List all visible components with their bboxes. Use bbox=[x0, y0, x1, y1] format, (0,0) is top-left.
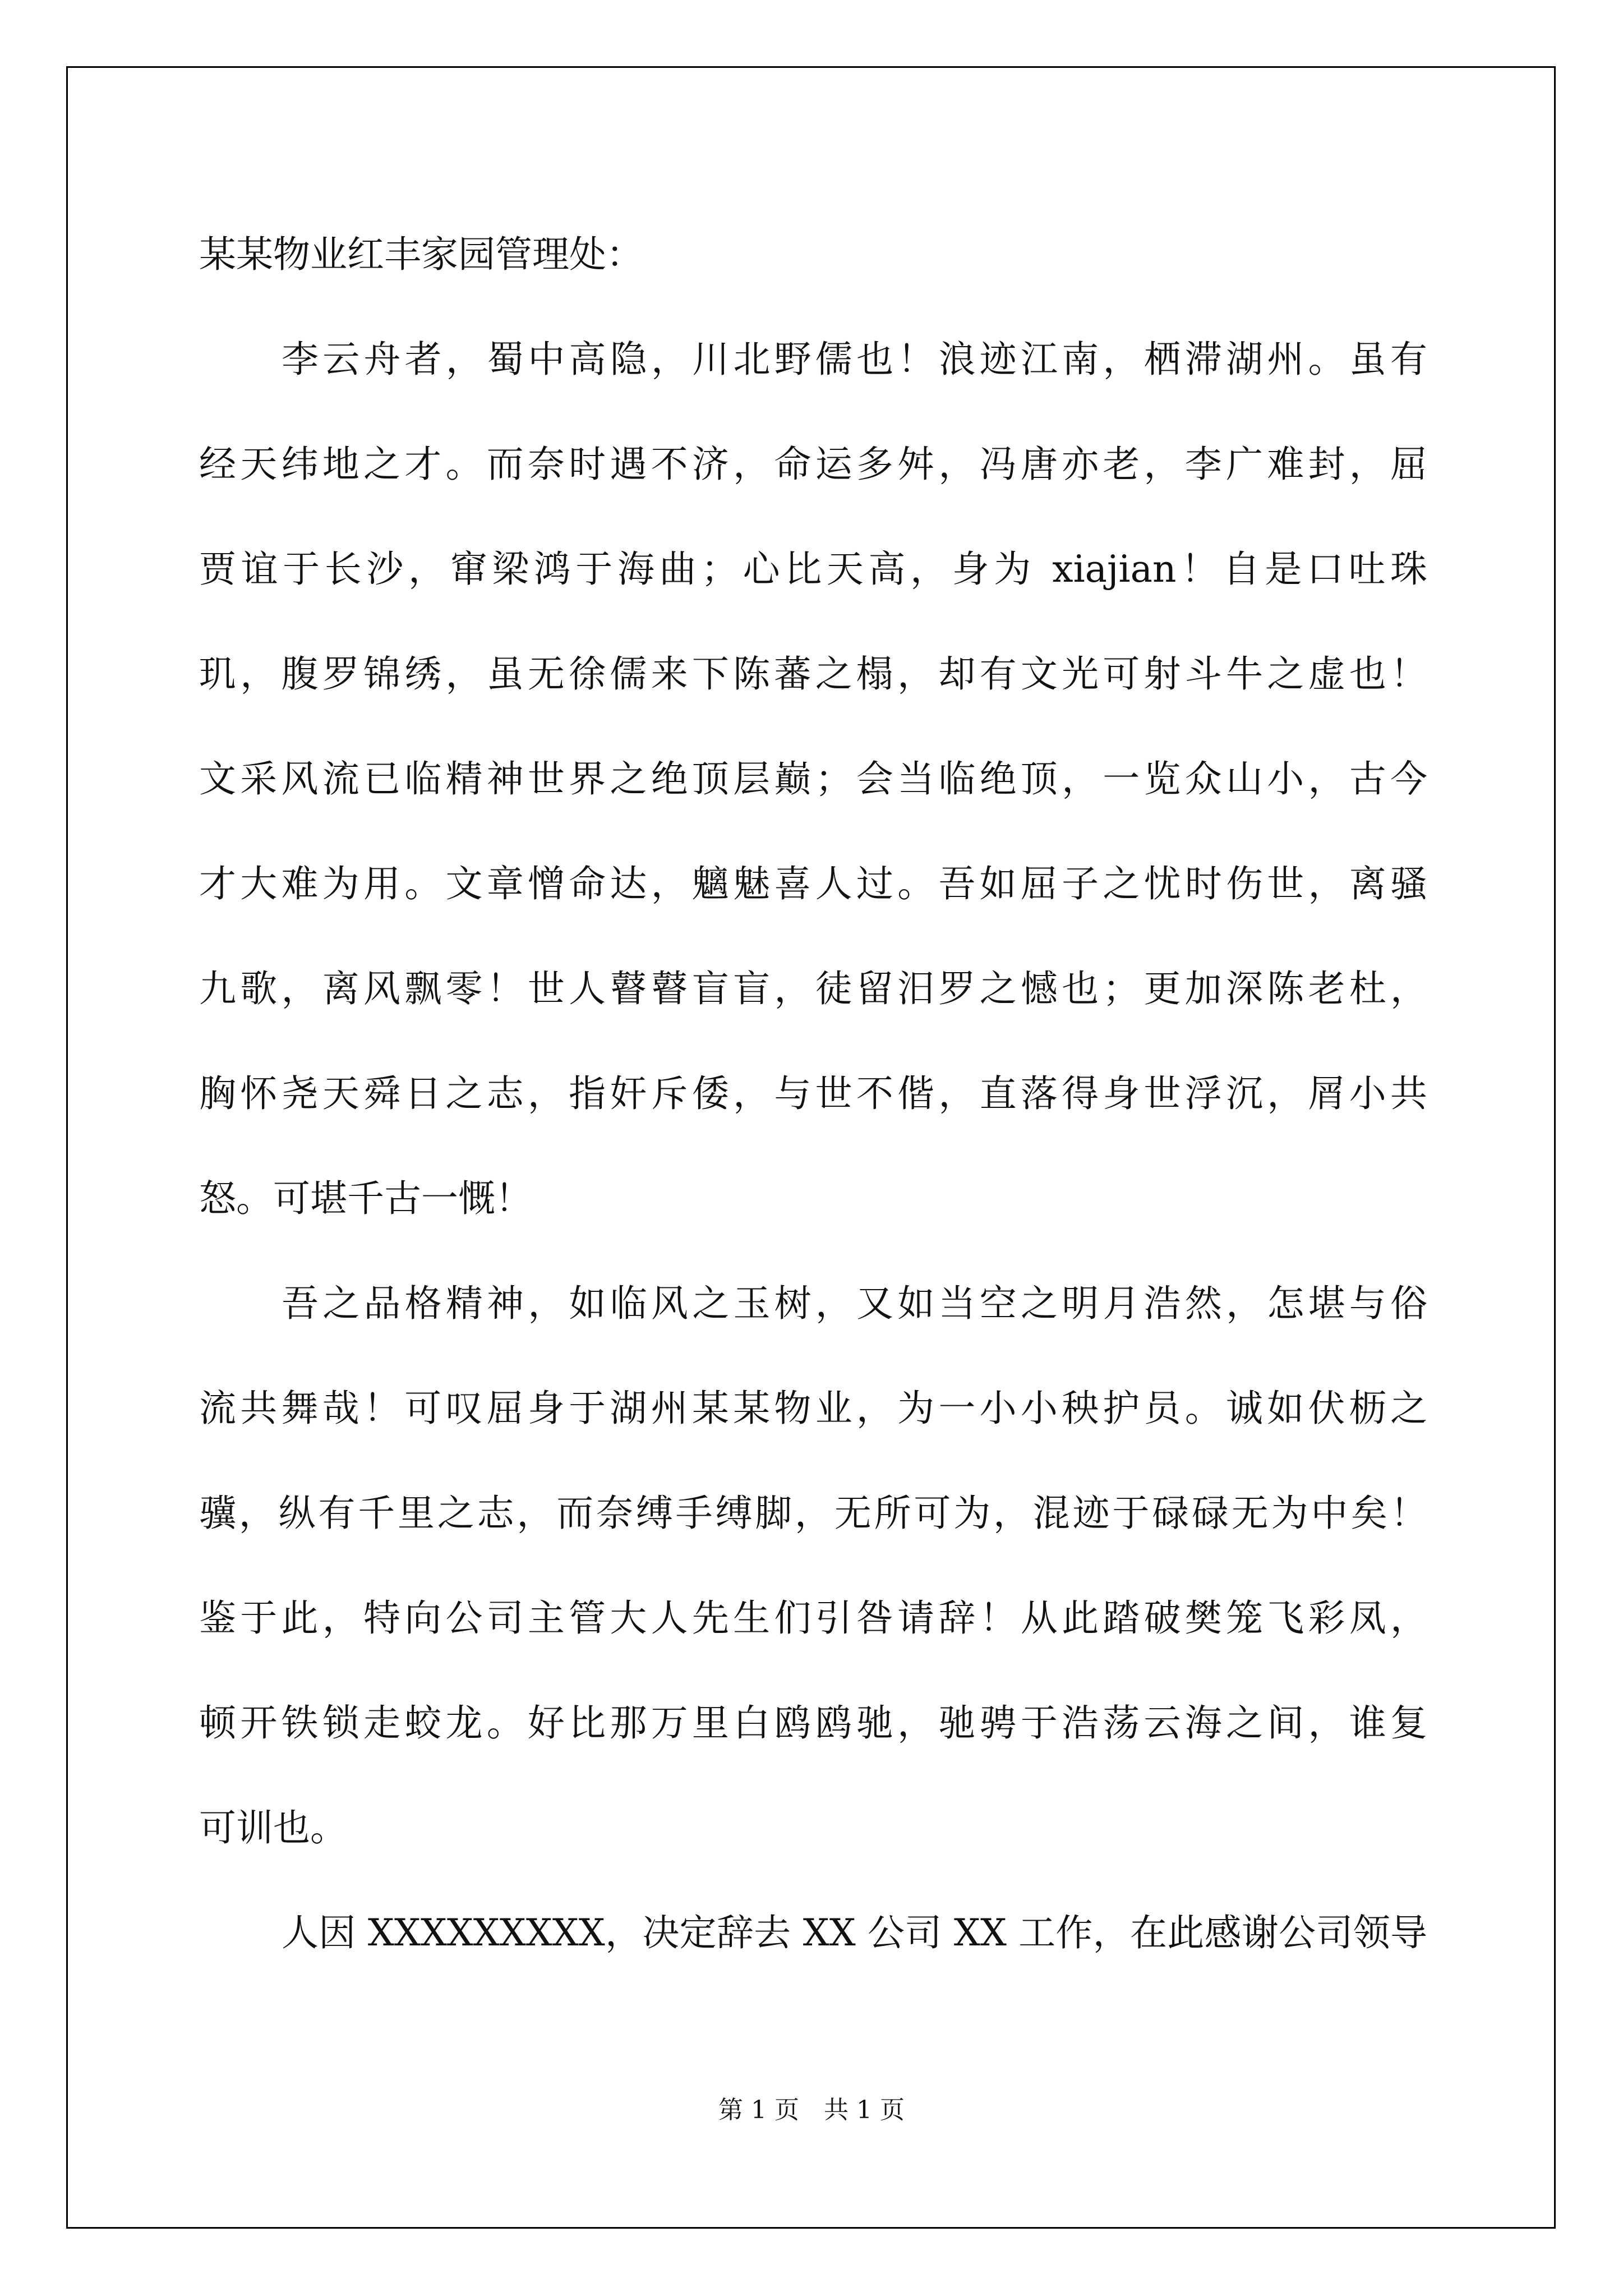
salutation: 某某物业红丰家园管理处： bbox=[199, 233, 643, 276]
paragraph-2-line: 流共舞哉！可叹屈身于湖州某某物业，为一小小秧护员。诚如伏枥之 bbox=[199, 1387, 1427, 1430]
page-number-footer: 第 1 页 共 1 页 bbox=[718, 2096, 905, 2124]
paragraph-2-line: 鉴于此，特向公司主管大人先生们引咎请辞！从此踏破樊笼飞彩凤， bbox=[199, 1596, 1427, 1640]
paragraph-1-line: 经天纬地之才。而奈时遇不济，命运多舛，冯唐亦老，李广难封，屈 bbox=[199, 443, 1427, 486]
paragraph-1-line: 才大难为用。文章憎命达，魑魅喜人过。吾如屈子之忧时伤世，离骚 bbox=[199, 862, 1427, 905]
paragraph-2-line: 顿开铁锁走蛟龙。好比那万里白鸥鸥驰，驰骋于浩荡云海之间，谁复 bbox=[199, 1701, 1427, 1745]
paragraph-2-line: 骥，纵有千里之志，而奈缚手缚脚，无所可为，混迹于碌碌无为中矣！ bbox=[199, 1492, 1427, 1535]
paragraph-1-line: 文采风流已临精神世界之绝顶层巅；会当临绝顶，一览众山小，古今 bbox=[199, 757, 1427, 800]
paragraph-1-line: 九歌，离风飘零！世人瞽瞽盲盲，徒留汨罗之憾也；更加深陈老杜， bbox=[199, 967, 1427, 1010]
letter-body bbox=[199, 202, 1427, 1985]
paragraph-1-line: 怒。可堪千古一慨！ bbox=[199, 1177, 532, 1220]
paragraph-1-line: 贾谊于长沙，窜梁鸿于海曲；心比天高，身为 xiajian！自是口吐珠 bbox=[199, 547, 1427, 591]
paragraph-1-line: 李云舟者，蜀中高隐，川北野儒也！浪迹江南，栖滞湖州。虽有 bbox=[282, 338, 1427, 381]
paragraph-3-line: 人因 XXXXXXXXX，决定辞去 XX 公司 XX 工作，在此感谢公司领导 bbox=[282, 1911, 1427, 1954]
paragraph-2-line: 吾之品格精神，如临风之玉树，又如当空之明月浩然，怎堪与俗 bbox=[282, 1282, 1427, 1325]
paragraph-2-line: 可训也。 bbox=[199, 1806, 347, 1849]
paragraph-1-line: 玑，腹罗锦绣，虽无徐儒来下陈蕃之榻，却有文光可射斗牛之虚也！ bbox=[199, 652, 1427, 696]
paragraph-1-line: 胸怀尧天舜日之志，指奸斥倭，与世不偕，直落得身世浮沉，屑小共 bbox=[199, 1072, 1427, 1115]
